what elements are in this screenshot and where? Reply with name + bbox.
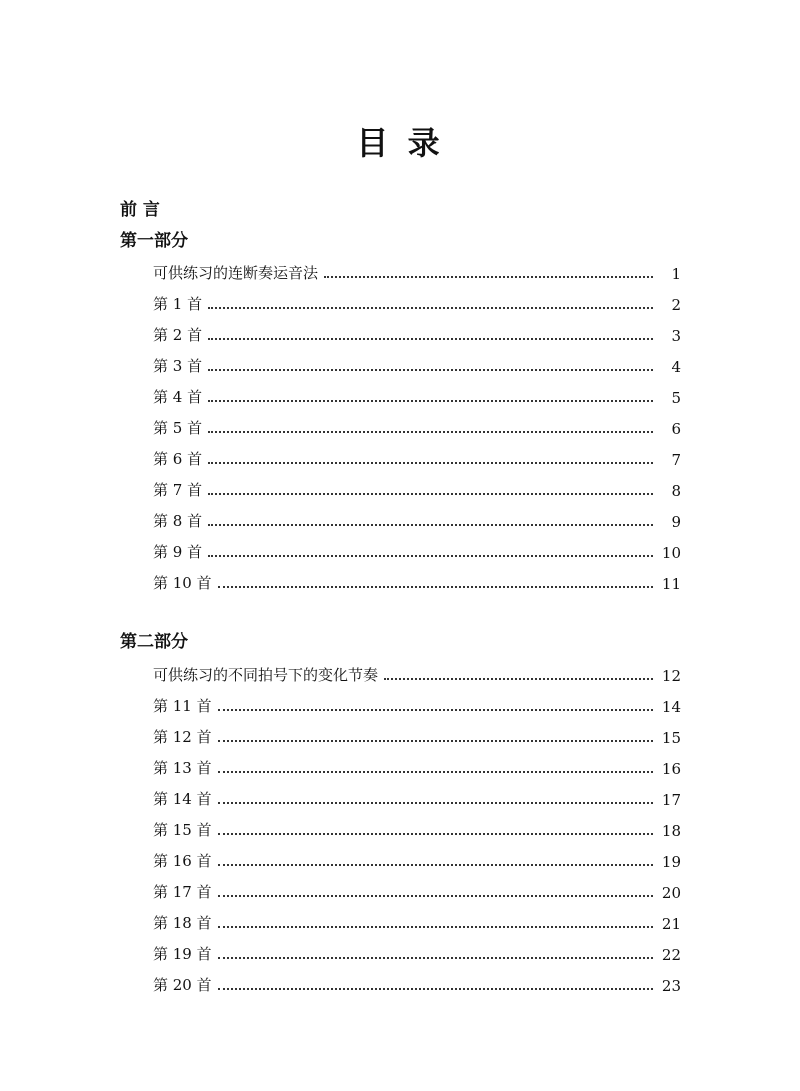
dotted-leader bbox=[218, 709, 653, 711]
toc-entry-label: 第 19 首 bbox=[153, 945, 212, 963]
preface-heading: 前 言 bbox=[120, 200, 160, 220]
toc-entry-label: 第 18 首 bbox=[153, 914, 212, 932]
toc-entry[interactable] bbox=[153, 685, 681, 716]
toc-entry[interactable] bbox=[153, 314, 681, 345]
dotted-leader bbox=[218, 988, 653, 990]
toc-entry-label: 第 14 首 bbox=[153, 790, 212, 808]
toc-entry-label: 可供练习的不同拍号下的变化节奏 bbox=[153, 666, 379, 684]
toc-entry-page-number: 20 bbox=[661, 884, 681, 902]
toc-entry-page-number: 7 bbox=[671, 451, 681, 469]
toc-entry-label: 第 17 首 bbox=[153, 883, 212, 901]
toc-entry[interactable] bbox=[153, 345, 681, 376]
toc-entry-label: 第 2 首 bbox=[153, 326, 203, 344]
dotted-leader bbox=[218, 957, 653, 959]
toc-entry[interactable] bbox=[153, 871, 681, 902]
toc-entry[interactable] bbox=[153, 438, 681, 469]
toc-entry-page-number: 6 bbox=[671, 420, 681, 438]
toc-entry-label: 第 6 首 bbox=[153, 450, 203, 468]
dotted-leader bbox=[208, 338, 653, 340]
toc-entry-page-number: 1 bbox=[671, 265, 681, 283]
dotted-leader bbox=[218, 740, 653, 742]
dotted-leader bbox=[218, 864, 653, 866]
toc-entry-page-number: 21 bbox=[661, 915, 681, 933]
dotted-leader bbox=[208, 524, 653, 526]
toc-entry-page-number: 23 bbox=[661, 977, 681, 995]
dotted-leader bbox=[324, 276, 653, 278]
dotted-leader bbox=[218, 586, 653, 588]
toc-entry[interactable] bbox=[153, 562, 681, 593]
toc-entry[interactable] bbox=[153, 716, 681, 747]
part-two-title: 第二部分 bbox=[120, 632, 188, 652]
toc-entry-page-number: 14 bbox=[661, 698, 681, 716]
dotted-leader bbox=[208, 307, 653, 309]
toc-entry-page-number: 4 bbox=[671, 358, 681, 376]
dotted-leader bbox=[218, 833, 653, 835]
toc-entry-label: 第 8 首 bbox=[153, 512, 203, 530]
toc-entry[interactable] bbox=[153, 500, 681, 531]
toc-entry[interactable] bbox=[153, 840, 681, 871]
dotted-leader bbox=[218, 802, 653, 804]
toc-entry-page-number: 19 bbox=[661, 853, 681, 871]
dotted-leader bbox=[208, 400, 653, 402]
toc-entry-label: 第 1 首 bbox=[153, 295, 203, 313]
toc-entry-label: 第 3 首 bbox=[153, 357, 203, 375]
part-one-list bbox=[153, 252, 681, 593]
toc-entry-page-number: 12 bbox=[661, 667, 681, 685]
toc-entry[interactable] bbox=[153, 933, 681, 964]
toc-entry-label: 第 5 首 bbox=[153, 419, 203, 437]
toc-entry-page-number: 18 bbox=[661, 822, 681, 840]
toc-entry[interactable] bbox=[153, 902, 681, 933]
part-two-list bbox=[153, 654, 681, 995]
toc-entry-page-number: 8 bbox=[671, 482, 681, 500]
dotted-leader bbox=[208, 493, 653, 495]
dotted-leader bbox=[208, 431, 653, 433]
toc-entry[interactable] bbox=[153, 376, 681, 407]
toc-entry-label: 第 9 首 bbox=[153, 543, 203, 561]
toc-entry[interactable] bbox=[153, 531, 681, 562]
toc-entry-label: 第 12 首 bbox=[153, 728, 212, 746]
toc-entry[interactable] bbox=[153, 964, 681, 995]
dotted-leader bbox=[218, 926, 653, 928]
dotted-leader bbox=[218, 895, 653, 897]
toc-entry-page-number: 22 bbox=[661, 946, 681, 964]
toc-entry[interactable] bbox=[153, 809, 681, 840]
dotted-leader bbox=[384, 678, 653, 680]
toc-entry[interactable] bbox=[153, 283, 681, 314]
toc-entry[interactable] bbox=[153, 407, 681, 438]
toc-entry-label: 第 4 首 bbox=[153, 388, 203, 406]
toc-entry[interactable] bbox=[153, 654, 681, 685]
toc-entry-page-number: 5 bbox=[671, 389, 681, 407]
toc-entry-page-number: 17 bbox=[661, 791, 681, 809]
dotted-leader bbox=[208, 462, 653, 464]
toc-entry-label: 第 20 首 bbox=[153, 976, 212, 994]
dotted-leader bbox=[208, 369, 653, 371]
toc-entry-label: 第 15 首 bbox=[153, 821, 212, 839]
toc-entry[interactable] bbox=[153, 252, 681, 283]
dotted-leader bbox=[208, 555, 653, 557]
toc-entry-label: 可供练习的连断奏运音法 bbox=[153, 264, 319, 282]
toc-entry-label: 第 10 首 bbox=[153, 574, 212, 592]
toc-entry-page-number: 16 bbox=[661, 760, 681, 778]
toc-entry-label: 第 7 首 bbox=[153, 481, 203, 499]
toc-entry-label: 第 13 首 bbox=[153, 759, 212, 777]
toc-entry-page-number: 15 bbox=[661, 729, 681, 747]
toc-entry-page-number: 10 bbox=[661, 544, 681, 562]
dotted-leader bbox=[218, 771, 653, 773]
part-one-title: 第一部分 bbox=[120, 231, 188, 251]
page-title: 目 录 bbox=[356, 124, 444, 162]
toc-entry-page-number: 9 bbox=[671, 513, 681, 531]
toc-entry-label: 第 11 首 bbox=[153, 697, 212, 715]
toc-entry-page-number: 3 bbox=[671, 327, 681, 345]
toc-entry[interactable] bbox=[153, 778, 681, 809]
toc-entry-page-number: 2 bbox=[671, 296, 681, 314]
toc-entry[interactable] bbox=[153, 747, 681, 778]
toc-entry-page-number: 11 bbox=[661, 575, 681, 593]
toc-entry-label: 第 16 首 bbox=[153, 852, 212, 870]
toc-entry[interactable] bbox=[153, 469, 681, 500]
